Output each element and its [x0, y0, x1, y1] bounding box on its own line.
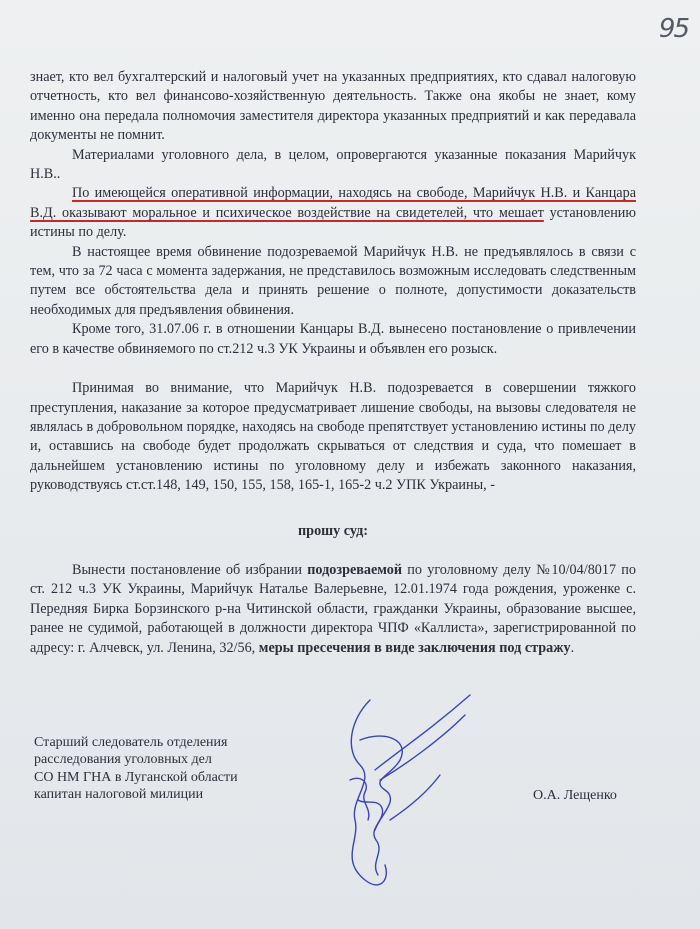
- signer-title-1: Старший следователь отделения: [34, 735, 228, 750]
- paragraph-4: В настоящее время обвинение подозреваемой Марийчук Н.В. не предъявлялось в связи с тем, что за 72 часа с момента задержания, не представилось возможным исследовать следственным путем все обстоятельства дела и принять решение о полноте, допустимости доказательств необходимых для предъявления обвинения.: [30, 243, 636, 318]
- underlined-text: По имеющейся оперативной информации, находясь на свободе, Марийчук Н.В. и Канцара В.Д. оказывают моральное и психическое воздействие на свидетелей, что мешает: [30, 185, 636, 221]
- paragraph-3: [30, 184, 636, 242]
- page-number: 95: [658, 14, 688, 44]
- paragraph-3-rest: установлению истины по делу.: [30, 204, 637, 241]
- request-heading: прошу суд:: [298, 522, 368, 539]
- paragraph-6: Принимая во внимание, что Марийчук Н.В. подозревается в совершении тяжкого преступления, наказание за которое предусматривает лишение свободы, на вызовы следователя не являлась в добровольном порядке, находясь на свободе препятствует установлению истины по делу и, оставшись на свободе будет продолжать скрываться от следствия и суда, что помешает в дальнейшем установлению истины по уголовному делу и избежать законного наказания, руководствуясь ст.ст.148, 149, 150, 155, 158, 165-1, 165-2 ч.2 УПК Украины, -: [30, 380, 636, 494]
- p7-end: .: [570, 639, 575, 656]
- signer-title-3: СО НМ ГНА в Луганской области: [34, 769, 238, 785]
- document-body: [30, 68, 636, 658]
- handwritten-signature: [330, 680, 480, 900]
- signer-title-2: расследования уголовных дел: [34, 752, 212, 768]
- paragraph-5: Кроме того, 31.07.06 г. в отношении Канцары В.Д. вынесено постановление о привлечении его в качестве обвиняемого по ст.212 ч.3 УК Украины и объявлен его розыск.: [30, 321, 636, 357]
- paragraph-7: [30, 561, 636, 658]
- p7-middle: по уголовному делу №10/04/8017 по ст. 212 ч.3 УК Украины, Марийчук Наталье Валерьевне, 12.01.1974 года рождения, уроженке с. Передняя Бирка Борзинского р-на Читинской области, гражданки Украины, образование высшее, ранее не судимой, работающей в должности директора ЧПФ «Каллиста», зарегистрированной по адресу: г. Алчевск, ул. Ленина, 32/56,: [30, 561, 636, 656]
- paragraph-1: знает, кто вел бухгалтерский и налоговый учет на указанных предприятиях, кто сдавал налоговую отчетность, кто вел финансово-хозяйственную деятельность. Также она якобы не знает, кому именно она передала полномочия заместителя директора указанных предприятий и как передавала документы не помнит.: [30, 69, 636, 144]
- p7-bold-measure: меры пресечения в виде заключения под стражу: [258, 639, 571, 656]
- p7-bold-suspect: подозреваемой: [307, 561, 403, 578]
- signer-title-4: капитан налоговой милиции: [34, 787, 204, 803]
- p7-start: Вынести постановление об избрании: [72, 561, 308, 578]
- signer-name: О.А. Лещенко: [533, 788, 617, 803]
- paragraph-2: Материалами уголовного дела, в целом, опровергаются указанные показания Марийчук Н.В..: [30, 146, 636, 183]
- signature-block: [34, 734, 238, 804]
